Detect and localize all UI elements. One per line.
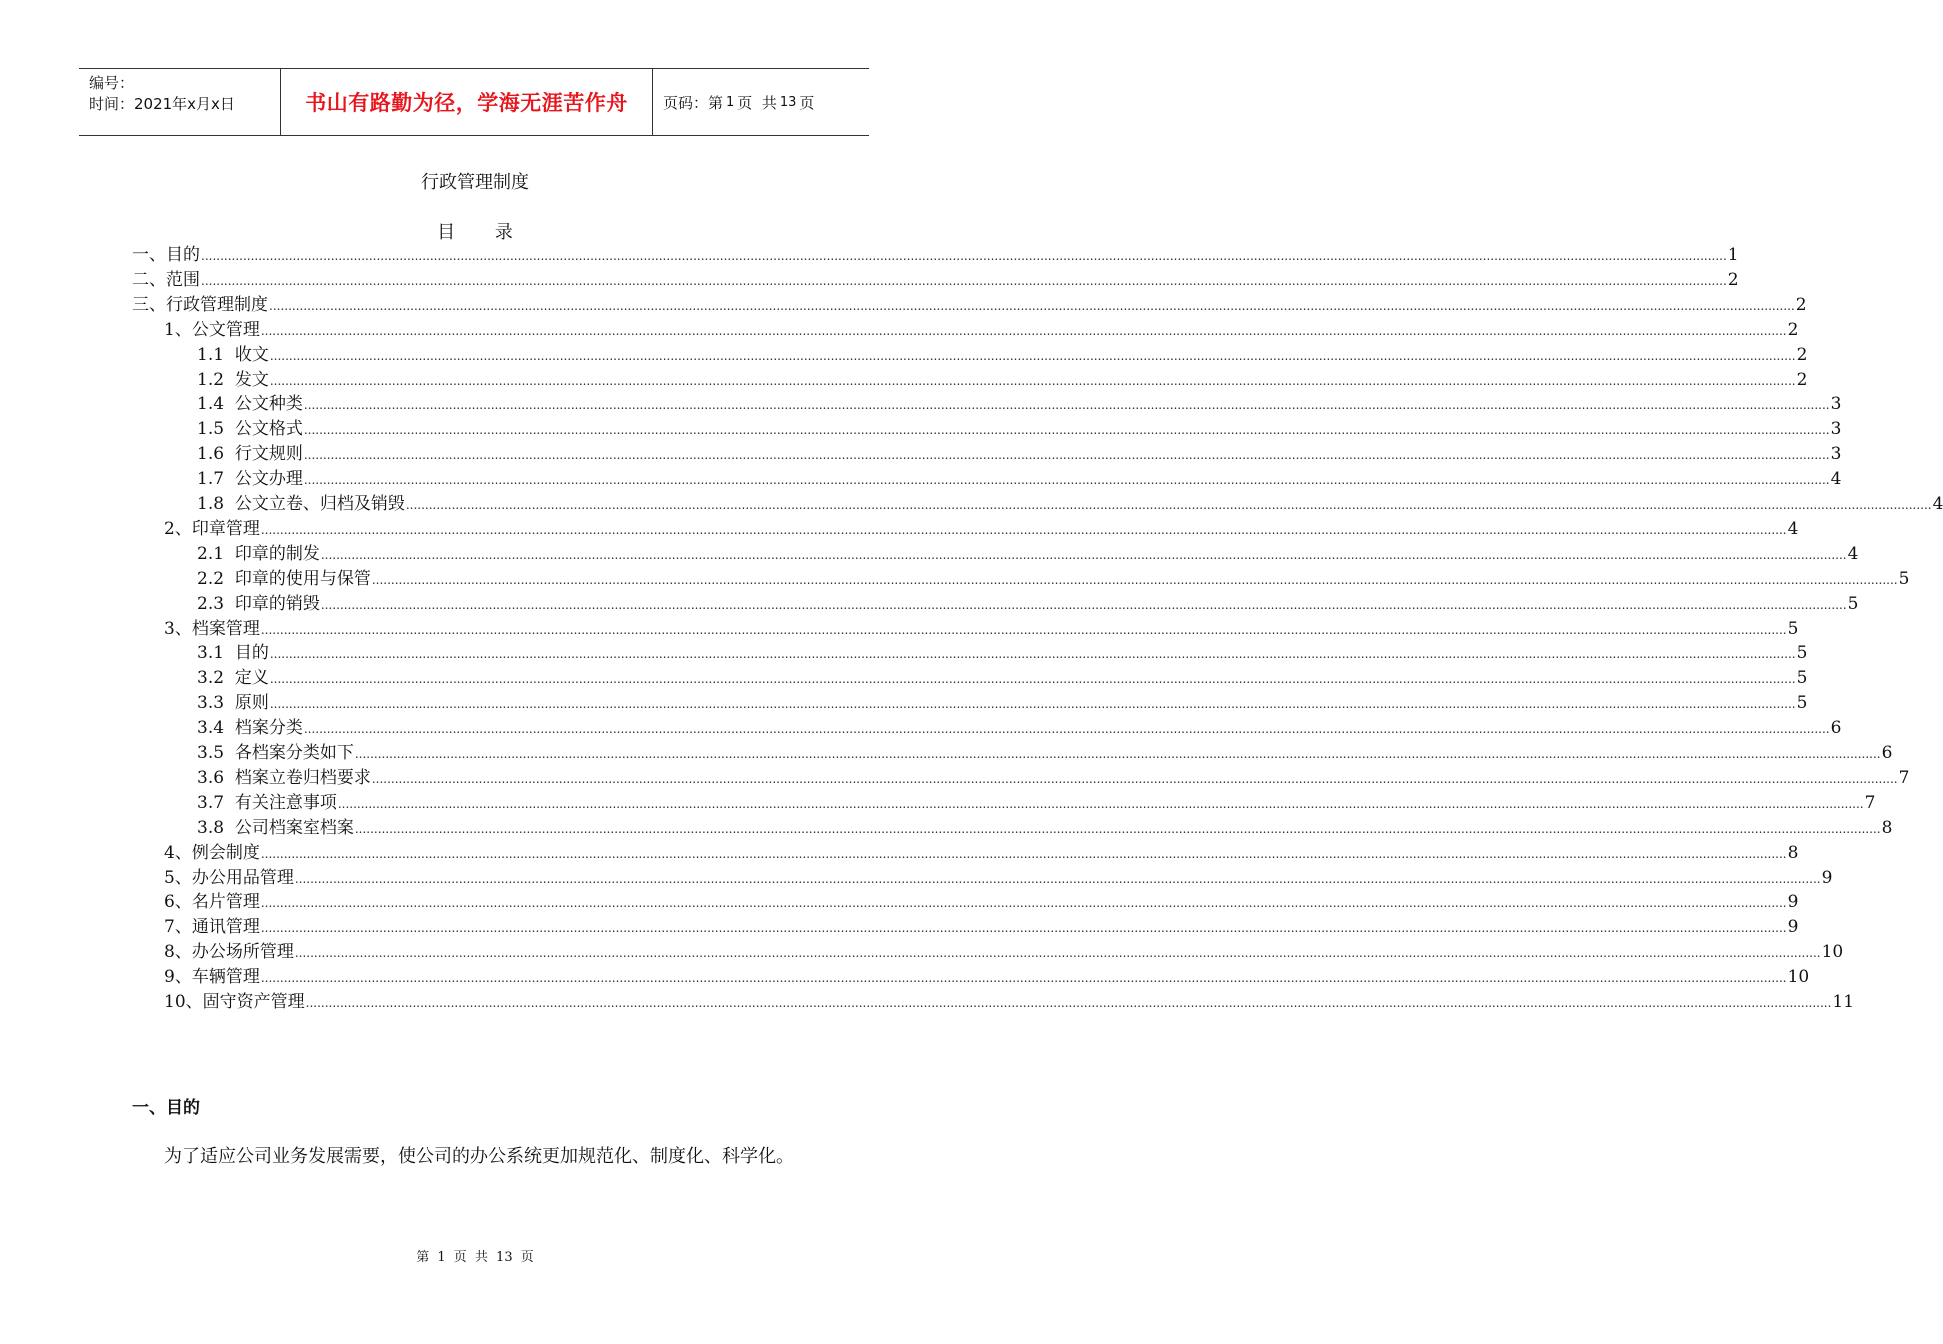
- toc-dot-leader: ................................................................................................................................................................................................................................................................................................................................................................................................................: [269, 697, 1796, 712]
- toc-entry-page: 9: [1821, 867, 1833, 888]
- toc-entry-label: 7、通讯管理: [164, 917, 260, 938]
- toc-entry[interactable]: [197, 368, 1808, 393]
- toc-entry-page: 7: [1898, 767, 1910, 788]
- toc-dot-leader: ................................................................................................................................................................................................................................................................................................................................................................................................................: [294, 946, 1821, 961]
- toc-entry-page: 10: [1821, 942, 1844, 963]
- page-suffix: 页: [799, 93, 815, 112]
- toc-entry-page: 4: [1830, 469, 1842, 490]
- toc-entry-label: 3.1 目的: [197, 643, 269, 664]
- toc-dot-leader: ................................................................................................................................................................................................................................................................................................................................................................................................................: [260, 971, 1787, 986]
- toc-entry-page: 11: [1832, 992, 1855, 1012]
- toc-entry-label: 3、档案管理: [164, 618, 260, 639]
- toc-entry[interactable]: [164, 915, 1799, 940]
- toc-dot-leader: ................................................................................................................................................................................................................................................................................................................................................................................................................: [294, 871, 1821, 886]
- toc-entry-page: 3: [1830, 394, 1842, 415]
- toc-entry[interactable]: [197, 816, 1893, 841]
- toc-entry-label: 2.1 印章的制发: [197, 543, 320, 564]
- toc-entry[interactable]: [197, 666, 1808, 691]
- toc-entry[interactable]: [197, 442, 1842, 467]
- page-current: 1: [726, 94, 735, 110]
- toc-dot-leader: ................................................................................................................................................................................................................................................................................................................................................................................................................: [269, 647, 1796, 662]
- toc-entry[interactable]: [132, 243, 1739, 268]
- document-number-label: 编号：: [89, 74, 135, 92]
- toc-entry[interactable]: [197, 392, 1842, 417]
- toc-entry[interactable]: [164, 866, 1833, 891]
- page-header: [79, 68, 869, 136]
- toc-title: 目 录: [437, 222, 513, 243]
- page-footer: 第 1 页 共 13 页: [416, 1250, 534, 1265]
- page-mid: 页 共: [737, 93, 777, 112]
- toc-dot-leader: ................................................................................................................................................................................................................................................................................................................................................................................................................: [320, 597, 1847, 612]
- toc-entry[interactable]: [164, 965, 1810, 990]
- header-page-info: [653, 69, 869, 135]
- toc-dot-leader: ................................................................................................................................................................................................................................................................................................................................................................................................................: [303, 473, 1830, 488]
- header-motto: 书山有路勤为径，学海无涯苦作舟: [281, 69, 653, 135]
- toc-entry[interactable]: [164, 617, 1799, 642]
- header-meta: [79, 69, 281, 135]
- toc-entry[interactable]: [197, 641, 1808, 666]
- toc-entry[interactable]: [197, 741, 1893, 766]
- toc-entry[interactable]: [197, 766, 1910, 791]
- toc-entry-label: 3.3 原则: [197, 693, 269, 714]
- toc-dot-leader: ................................................................................................................................................................................................................................................................................................................................................................................................................: [201, 249, 1727, 263]
- toc-entry-page: 5: [1847, 593, 1859, 614]
- toc-dot-leader: ................................................................................................................................................................................................................................................................................................................................................................................................................: [371, 771, 1898, 786]
- toc-entry[interactable]: [132, 268, 1739, 293]
- toc-dot-leader: ................................................................................................................................................................................................................................................................................................................................................................................................................: [303, 722, 1830, 737]
- toc-entry-label: 3.4 档案分类: [197, 718, 303, 739]
- toc-entry-page: 7: [1864, 792, 1876, 813]
- toc-dot-leader: ................................................................................................................................................................................................................................................................................................................................................................................................................: [337, 796, 1864, 811]
- toc-entry-page: 5: [1796, 643, 1808, 664]
- section-paragraph: 为了适应公司业务发展需要，使公司的办公系统更加规范化、制度化、科学化。: [164, 1146, 794, 1167]
- toc-entry-page: 9: [1787, 917, 1799, 938]
- toc-dot-leader: ................................................................................................................................................................................................................................................................................................................................................................................................................: [260, 323, 1787, 338]
- toc-entry[interactable]: [164, 940, 1844, 965]
- toc-entry-label: 3.6 档案立卷归档要求: [197, 767, 371, 788]
- toc-entry-label: 4、例会制度: [164, 842, 260, 863]
- toc-entry[interactable]: [164, 990, 1855, 1015]
- toc-entry-label: 1、公文管理: [164, 319, 260, 340]
- toc-entry-page: 5: [1796, 668, 1808, 689]
- toc-entry[interactable]: [132, 293, 1807, 318]
- toc-entry-label: 8、办公场所管理: [164, 942, 294, 963]
- toc-entry-page: 8: [1787, 842, 1799, 863]
- toc-entry[interactable]: [197, 791, 1876, 816]
- toc-entry-page: 3: [1830, 419, 1842, 440]
- toc-dot-leader: ................................................................................................................................................................................................................................................................................................................................................................................................................: [305, 996, 1832, 1010]
- section-heading: 一、目的: [132, 1098, 200, 1118]
- toc-entry-label: 9、车辆管理: [164, 967, 260, 988]
- toc-entry-label: 3.7 有关注意事项: [197, 792, 337, 813]
- toc-entry-page: 10: [1787, 967, 1810, 988]
- toc-entry-label: 3.8 公司档案室档案: [197, 817, 354, 838]
- toc-dot-leader: ................................................................................................................................................................................................................................................................................................................................................................................................................: [303, 448, 1830, 463]
- toc-entry[interactable]: [164, 890, 1799, 915]
- toc-entry-page: 6: [1830, 718, 1842, 739]
- toc-entry[interactable]: [197, 691, 1808, 716]
- toc-entry-label: 6、名片管理: [164, 892, 260, 913]
- toc-dot-leader: ................................................................................................................................................................................................................................................................................................................................................................................................................: [354, 747, 1881, 761]
- toc-entry-label: 1.8 公文立卷、归档及销毁: [197, 494, 405, 514]
- toc-dot-leader: ................................................................................................................................................................................................................................................................................................................................................................................................................: [201, 273, 1727, 288]
- toc-entry-page: 4: [1787, 518, 1799, 539]
- toc-entry-label: 1.4 公文种类: [197, 394, 303, 415]
- toc-entry-page: 4: [1932, 494, 1943, 514]
- toc-entry-label: 3.5 各档案分类如下: [197, 743, 354, 763]
- toc-entry[interactable]: [164, 318, 1799, 343]
- toc-entry-label: 5、办公用品管理: [164, 867, 294, 888]
- toc-dot-leader: ................................................................................................................................................................................................................................................................................................................................................................................................................: [303, 398, 1830, 413]
- toc-entry-page: 8: [1881, 817, 1893, 838]
- toc-entry[interactable]: [197, 592, 1859, 617]
- toc-entry-label: 2、印章管理: [164, 518, 260, 539]
- toc-entry-label: 2.3 印章的销毁: [197, 593, 320, 614]
- toc-dot-leader: ................................................................................................................................................................................................................................................................................................................................................................................................................: [260, 522, 1787, 537]
- toc-entry[interactable]: [164, 841, 1799, 866]
- toc-entry-page: 2: [1727, 269, 1739, 290]
- toc-entry-page: 9: [1787, 892, 1799, 913]
- toc-entry[interactable]: [197, 567, 1910, 592]
- toc-entry[interactable]: [197, 467, 1842, 492]
- toc-dot-leader: ................................................................................................................................................................................................................................................................................................................................................................................................................: [269, 672, 1796, 687]
- toc-entry-label: 一、目的: [132, 245, 200, 265]
- toc-entry-label: 2.2 印章的使用与保管: [197, 568, 371, 589]
- toc-entry-label: 二、范围: [132, 269, 200, 290]
- toc-entry-label: 1.1 收文: [197, 344, 269, 365]
- toc-dot-leader: ................................................................................................................................................................................................................................................................................................................................................................................................................: [260, 896, 1787, 911]
- page-prefix: 页码：第: [663, 93, 724, 112]
- toc-entry[interactable]: [197, 492, 1943, 517]
- toc-dot-leader: ................................................................................................................................................................................................................................................................................................................................................................................................................: [260, 921, 1787, 936]
- toc-entry-page: 2: [1787, 319, 1799, 340]
- toc-entry[interactable]: [197, 417, 1842, 442]
- toc-entry-page: 6: [1881, 743, 1893, 763]
- toc-entry[interactable]: [164, 517, 1799, 542]
- toc-dot-leader: ................................................................................................................................................................................................................................................................................................................................................................................................................: [260, 846, 1787, 861]
- toc-entry-page: 4: [1847, 543, 1859, 564]
- toc-dot-leader: ................................................................................................................................................................................................................................................................................................................................................................................................................: [354, 821, 1881, 836]
- toc-entry-label: 1.5 公文格式: [197, 419, 303, 440]
- toc-entry-label: 3.2 定义: [197, 668, 269, 689]
- toc-entry-label: 1.7 公文办理: [197, 469, 303, 490]
- toc-dot-leader: ................................................................................................................................................................................................................................................................................................................................................................................................................: [371, 572, 1898, 587]
- toc-entry-page: 1: [1727, 245, 1739, 265]
- toc-entry-label: 1.6 行文规则: [197, 444, 303, 465]
- toc-entry[interactable]: [197, 343, 1808, 368]
- toc-entry-label: 10、固守资产管理: [164, 992, 305, 1012]
- document-time-label: 时间：2021年x月x日: [89, 95, 235, 113]
- toc-entry-label: 1.2 发文: [197, 369, 269, 390]
- toc-dot-leader: ................................................................................................................................................................................................................................................................................................................................................................................................................: [320, 547, 1847, 562]
- toc-entry-page: 2: [1795, 294, 1807, 315]
- toc-dot-leader: ................................................................................................................................................................................................................................................................................................................................................................................................................: [260, 622, 1787, 637]
- toc-entry[interactable]: [197, 542, 1859, 567]
- toc-dot-leader: ................................................................................................................................................................................................................................................................................................................................................................................................................: [405, 498, 1932, 512]
- page-total: 13: [779, 94, 797, 110]
- toc-dot-leader: ................................................................................................................................................................................................................................................................................................................................................................................................................: [269, 348, 1796, 363]
- toc-entry-page: 3: [1830, 444, 1842, 465]
- toc-entry-page: 2: [1796, 369, 1808, 390]
- document-title: 行政管理制度: [421, 172, 529, 193]
- toc-entry-label: 三、行政管理制度: [132, 294, 268, 315]
- toc-dot-leader: ................................................................................................................................................................................................................................................................................................................................................................................................................: [269, 298, 1795, 313]
- toc-entry-page: 5: [1796, 693, 1808, 714]
- toc-dot-leader: ................................................................................................................................................................................................................................................................................................................................................................................................................: [269, 373, 1796, 388]
- toc-entry-page: 5: [1898, 568, 1910, 589]
- toc-dot-leader: ................................................................................................................................................................................................................................................................................................................................................................................................................: [303, 423, 1830, 438]
- toc-entry-page: 2: [1796, 344, 1808, 365]
- toc-entry[interactable]: [197, 716, 1842, 741]
- toc-entry-page: 5: [1787, 618, 1799, 639]
